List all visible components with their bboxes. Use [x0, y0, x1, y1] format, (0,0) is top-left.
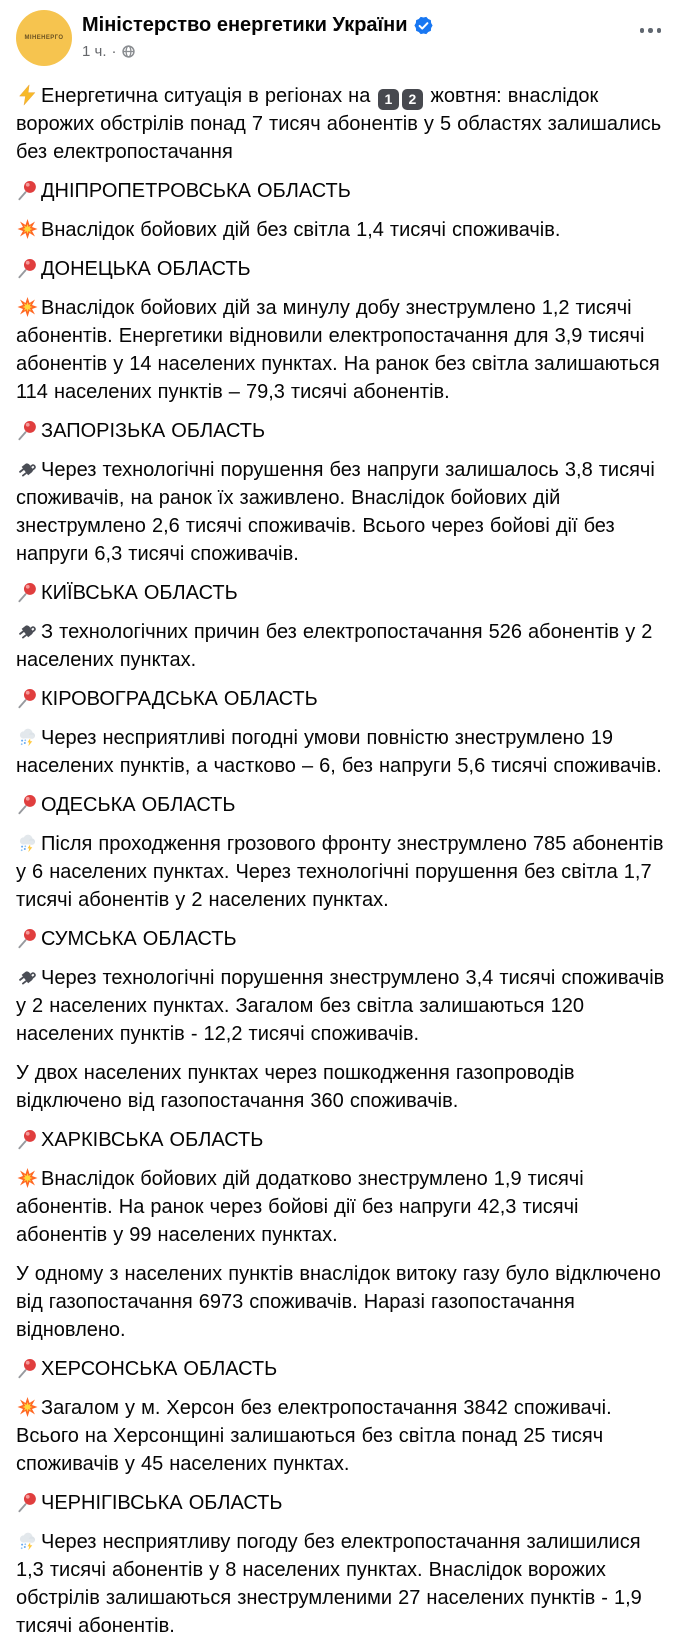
round-pushpin-icon [16, 419, 39, 441]
paragraph-text: Енергетична ситуація в регіонах на [41, 85, 377, 107]
post-paragraph [16, 417, 667, 445]
avatar-logo-text: МІНЕНЕРГО [24, 35, 64, 41]
paragraph-text: жовтня: внаслідок ворожих обстрілів понад 7 тисяч абонентів у 5 областях залишались без електропостачання [16, 85, 662, 163]
paragraph-text: У одному з населених пунктів внаслідок витоку газу було відключено від газопостачання 6973 споживачів. Наразі газопостачання відновлено. [16, 1263, 661, 1341]
electric-plug-icon [16, 458, 39, 480]
post-paragraph [16, 456, 667, 568]
post-header [16, 10, 667, 66]
post-paragraph [16, 1394, 667, 1478]
paragraph-text: СУМСЬКА ОБЛАСТЬ [41, 928, 237, 950]
header-info [82, 10, 634, 60]
collision-icon [16, 218, 39, 240]
post-paragraph [16, 964, 667, 1048]
menu-dot [640, 28, 645, 33]
thunder-cloud-rain-icon [16, 1530, 39, 1552]
keycap-digit-icon: 2 [402, 89, 423, 110]
post-paragraph [16, 830, 667, 914]
paragraph-text: Через несприятливу погоду без електропостачання залишилися 1,3 тисячі абонентів у 8 населених пунктах. Внаслідок ворожих обстрілів залишаються знеструмленими 27 населених пунктів - 1,9 тисячі абонентів. [16, 1531, 642, 1637]
electric-plug-icon [16, 966, 39, 988]
post-paragraph [16, 1528, 667, 1639]
menu-dot [648, 28, 653, 33]
round-pushpin-icon [16, 257, 39, 279]
round-pushpin-icon [16, 927, 39, 949]
post-paragraph [16, 255, 667, 283]
electric-plug-icon [16, 620, 39, 642]
verified-badge-icon [414, 16, 433, 35]
round-pushpin-icon [16, 1357, 39, 1379]
paragraph-text: КІРОВОГРАДСЬКА ОБЛАСТЬ [41, 688, 318, 710]
post-timestamp[interactable]: 1 ч. [82, 43, 107, 60]
post-paragraph [16, 1059, 667, 1115]
paragraph-text: З технологічних причин без електропостачання 526 абонентів у 2 населених пунктах. [16, 621, 653, 671]
post-body [16, 80, 667, 1639]
post-paragraph [16, 82, 667, 166]
post-paragraph [16, 618, 667, 674]
paragraph-text: У двох населених пунктах через пошкодження газопроводів відключено від газопостачання 360 споживачів. [16, 1062, 575, 1112]
collision-icon [16, 1396, 39, 1418]
post-paragraph [16, 579, 667, 607]
paragraph-text: ОДЕСЬКА ОБЛАСТЬ [41, 794, 236, 816]
round-pushpin-icon [16, 1128, 39, 1150]
round-pushpin-icon [16, 793, 39, 815]
collision-icon [16, 296, 39, 318]
post-paragraph [16, 177, 667, 205]
paragraph-text: ЗАПОРІЗЬКА ОБЛАСТЬ [41, 420, 266, 442]
round-pushpin-icon [16, 687, 39, 709]
paragraph-text: Після проходження грозового фронту знеструмлено 785 абонентів у 6 населених пунктах. Через технологічні порушення без світла 1,7 тисячі абонентів у 2 населених пунктах. [16, 833, 664, 911]
post-paragraph [16, 216, 667, 244]
thunder-cloud-rain-icon [16, 832, 39, 854]
page-name-link[interactable]: Міністерство енергетики України [82, 14, 408, 36]
paragraph-text: ХЕРСОНСЬКА ОБЛАСТЬ [41, 1358, 278, 1380]
post-paragraph [16, 1489, 667, 1517]
post-options-menu-button[interactable] [634, 10, 668, 33]
paragraph-text: ЧЕРНІГІВСЬКА ОБЛАСТЬ [41, 1492, 283, 1514]
paragraph-text: Внаслідок бойових дій додатково знеструмлено 1,9 тисячі абонентів. На ранок через бойові дії без напруги 42,3 тисячі абонентів у 99 населених пунктах. [16, 1168, 584, 1246]
post-paragraph [16, 1165, 667, 1249]
paragraph-text: Через технологічні порушення знеструмлено 3,4 тисячі споживачів у 2 населених пунктах. Загалом без світла залишаються 120 населених пунктів - 12,2 тисячі споживачів. [16, 967, 665, 1045]
post-paragraph [16, 1355, 667, 1383]
paragraph-text: Внаслідок бойових дій за минулу добу знеструмлено 1,2 тисячі абонентів. Енергетики відновили електропостачання для 3,9 тисячі абонентів у 14 населених пунктах. На ранок без світла залишаються 114 населених пунктів – 79,3 тисячі абонентів. [16, 297, 660, 403]
globe-icon [122, 45, 135, 58]
paragraph-text: Загалом у м. Херсон без електропостачання 3842 споживачі. Всього на Херсонщині залишаються без світла понад 25 тисяч споживачів у 45 населених пунктах. [16, 1397, 612, 1475]
post-paragraph [16, 925, 667, 953]
meta-separator: · [111, 43, 117, 60]
post-paragraph [16, 791, 667, 819]
menu-dot [657, 28, 662, 33]
post-paragraph [16, 294, 667, 406]
high-voltage-icon [16, 84, 39, 106]
paragraph-text: ДНІПРОПЕТРОВСЬКА ОБЛАСТЬ [41, 180, 351, 202]
paragraph-text: ХАРКІВСЬКА ОБЛАСТЬ [41, 1129, 264, 1151]
page-avatar[interactable] [16, 10, 72, 66]
post-paragraph [16, 1126, 667, 1154]
round-pushpin-icon [16, 581, 39, 603]
paragraph-text: ДОНЕЦЬКА ОБЛАСТЬ [41, 258, 251, 280]
post-paragraph [16, 685, 667, 713]
collision-icon [16, 1167, 39, 1189]
paragraph-text: Внаслідок бойових дій без світла 1,4 тисячі споживачів. [41, 219, 561, 241]
paragraph-text: КИЇВСЬКА ОБЛАСТЬ [41, 582, 238, 604]
paragraph-text: Через несприятливі погодні умови повністю знеструмлено 19 населених пунктів, а частково – 6, без напруги 5,6 тисячі споживачів. [16, 727, 662, 777]
thunder-cloud-rain-icon [16, 726, 39, 748]
keycap-digit-icon: 1 [378, 89, 399, 110]
post-meta-row [82, 43, 634, 60]
round-pushpin-icon [16, 1491, 39, 1513]
round-pushpin-icon [16, 179, 39, 201]
paragraph-text: Через технологічні порушення без напруги залишалось 3,8 тисячі споживачів, на ранок їх заживлено. Внаслідок бойових дій знеструмлено 2,6 тисячі споживачів. Всього через бойові дії без напруги 6,3 тисячі споживачів. [16, 459, 655, 565]
post-paragraph [16, 1260, 667, 1344]
post-paragraph [16, 724, 667, 780]
